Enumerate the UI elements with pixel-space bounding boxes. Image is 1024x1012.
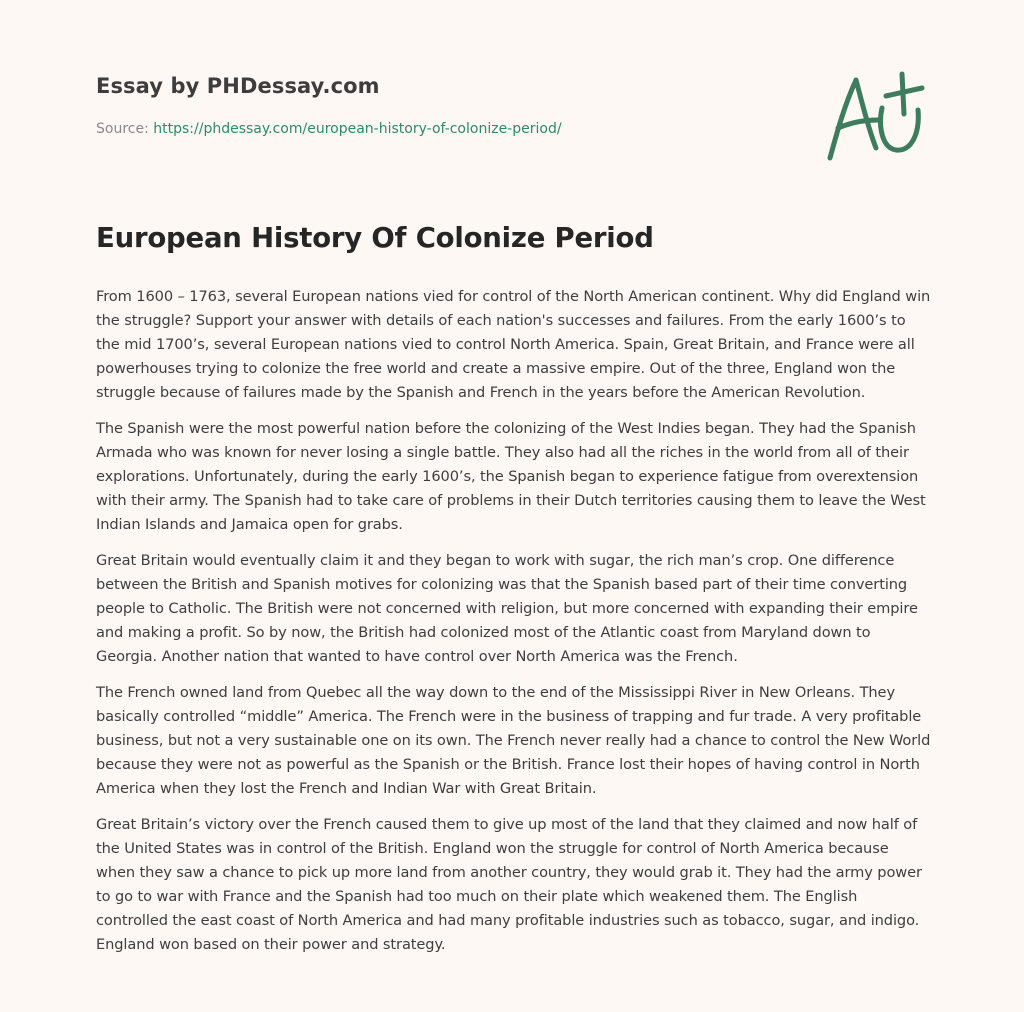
essay-paragraph: From 1600 – 1763, several European nations vied for control of the North American continent. Why did England win the struggle? Support your answer with details of each nation's successes and failures. From the early 1600’s to the mid 1700’s, several European nations vied to control North America. Spain, Great Britain, and France were all powerhouses trying to colonize the free world and create a massive empire. Out of the three, England won the struggle because of failures made by the Spanish and French in the years before the American Revolution. bbox=[96, 288, 931, 401]
essay-title: European History Of Colonize Period bbox=[96, 222, 654, 254]
essay-paragraph: The French owned land from Quebec all the way down to the end of the Mississippi River in New Orleans. They basically controlled “middle” America. The French were in the business of trapping and fur trade. A very profitable business, but not a very sustainable one on its own. The French never really had a chance to control the New World because they were not as powerful as the Spanish or the British. France lost their hopes of having control in North America when they lost the French and Indian War with Great Britain. bbox=[96, 684, 931, 797]
essay-paragraph: Great Britain’s victory over the French caused them to give up most of the land that they claimed and now half of the United States was in control of the British. England won the struggle for control of North America because when they saw a chance to pick up more land from another country, they would grab it. They had the army power to go to war with France and the Spanish had too much on their plate which weakened them. The English controlled the east coast of North America and had many profitable industries such as tobacco, sugar, and indigo. England won based on their power and strategy. bbox=[96, 816, 922, 953]
essay-paragraph: The Spanish were the most powerful nation before the colonizing of the West Indies began. They had the Spanish Armada who was known for never losing a single battle. They also had all the riches in the world from all of their explorations. Unfortunately, during the early 1600’s, the Spanish began to experience fatigue from overextension with their army. The Spanish had to take care of problems in their Dutch territories causing them to leave the West Indian Islands and Jamaica open for grabs. bbox=[96, 420, 926, 533]
essay-paragraph: Great Britain would eventually claim it and they began to work with sugar, the rich man’s crop. One difference between the British and Spanish motives for colonizing was that the Spanish based part of their time converting people to Catholic. The British were not concerned with religion, but more concerned with expanding their empire and making a profit. So by now, the British had colonized most of the Atlantic coast from Maryland down to Georgia. Another nation that wanted to have control over North America was the French. bbox=[96, 552, 918, 665]
essay-body bbox=[96, 285, 932, 969]
a-plus-grade-icon bbox=[822, 66, 926, 166]
site-title: Essay by PHDessay.com bbox=[96, 74, 380, 98]
page-header bbox=[96, 74, 796, 137]
source-line bbox=[96, 121, 796, 137]
source-label: Source: bbox=[96, 121, 154, 137]
source-link[interactable]: https://phdessay.com/european-history-of-colonize-period/ bbox=[153, 121, 562, 137]
